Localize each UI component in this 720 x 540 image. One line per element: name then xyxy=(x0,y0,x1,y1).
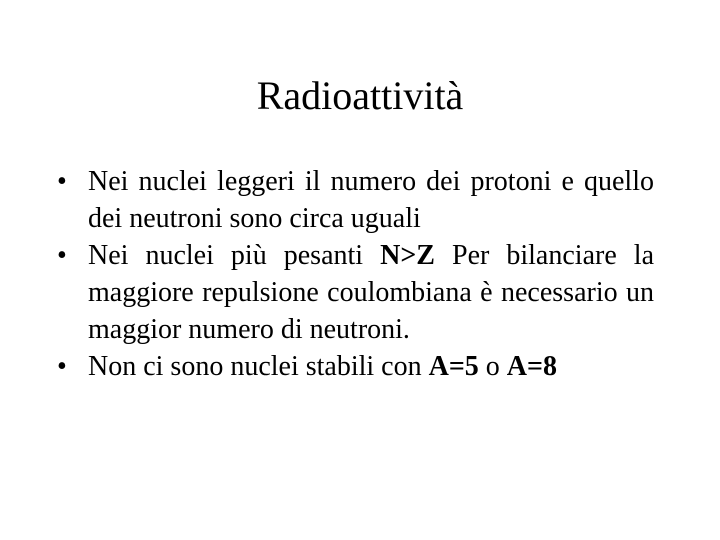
bullet-text-3-bold-b: A=8 xyxy=(506,351,557,382)
bullet-list xyxy=(57,163,654,385)
bullet-item-2 xyxy=(57,237,654,348)
bullet-text-2-pre: Nei nuclei più pesanti xyxy=(88,240,381,271)
bullet-text-3-mid: o xyxy=(478,351,507,382)
bullet-item-1 xyxy=(57,163,654,237)
bullet-text-3-pre: Non ci sono nuclei stabili con xyxy=(88,351,429,382)
bullet-icon: • xyxy=(57,240,67,271)
bullet-text-3-bold-a: A=5 xyxy=(428,351,479,382)
bullet-icon: • xyxy=(57,166,67,197)
bullet-text-2-bold: N>Z xyxy=(380,240,435,271)
bullet-text-1: Nei nuclei leggeri il numero dei protoni e quello dei neutroni sono circa uguali xyxy=(88,166,654,234)
slide-title: Radioattività xyxy=(256,73,464,118)
bullet-icon: • xyxy=(57,351,67,382)
bullet-text-2-post: Per bilanciare la maggiore repulsione coulombiana è necessario un maggior numero di neutroni. xyxy=(88,240,655,345)
bullet-item-3 xyxy=(57,348,654,385)
